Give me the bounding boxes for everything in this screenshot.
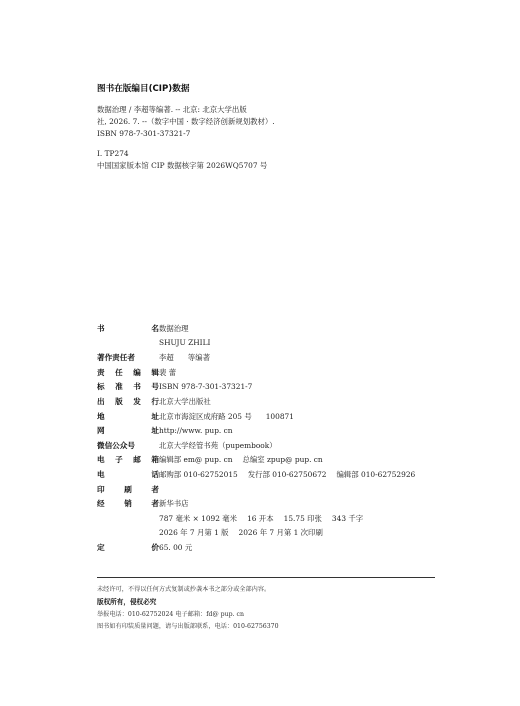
value-website: http://www. pup. cn xyxy=(159,426,233,436)
imprint-row-editor xyxy=(97,367,437,382)
imprint-row-isbn xyxy=(97,381,437,396)
label-website: 网 址 xyxy=(97,426,159,436)
rights-reserved: 版权所有，侵权必究 xyxy=(97,598,157,607)
label-distributor: 经 销 者 xyxy=(97,499,159,509)
imprint-row-email xyxy=(97,454,437,469)
label-editor: 责 任 编 辑 xyxy=(97,367,159,377)
footer-divider xyxy=(97,577,435,578)
imprint-row-title xyxy=(97,323,437,338)
imprint-row-publisher xyxy=(97,396,437,411)
label-isbn: 标 准 书 号 xyxy=(97,382,159,392)
value-publisher: 北京大学出版社 xyxy=(159,396,211,406)
cip-entry-line-1: 数据治理 / 李超等编著. -- 北京: 北京大学出版 xyxy=(97,105,247,114)
label-printer: 印 刷 者 xyxy=(97,484,159,494)
value-edition: 2026 年 7 月第 1 版 2026 年 7 月第 1 次印刷 xyxy=(159,528,323,538)
value-author: 李超 等编著 xyxy=(159,353,210,363)
value-price: 65. 00 元 xyxy=(159,542,193,552)
value-distributor: 新华书店 xyxy=(159,499,189,509)
quality-contact: 图书如有印装质量问题，请与出版部联系，电话：010-62756370 xyxy=(97,623,279,631)
label-address: 地 址 xyxy=(97,411,159,421)
label-wechat: 微信公众号 xyxy=(97,440,135,450)
imprint-table xyxy=(97,323,437,557)
imprint-row-price xyxy=(97,542,437,557)
cip-classification: Ⅰ. TP274 xyxy=(97,149,129,158)
value-email: 编辑部 em@ pup. cn 总编室 zpup@ pup. cn xyxy=(159,455,323,465)
label-email: 电 子 邮 箱 xyxy=(97,455,159,465)
label-phone: 电 话 xyxy=(97,469,159,479)
value-format: 787 毫米 × 1092 毫米 16 开本 15.75 印张 343 千字 xyxy=(159,513,364,523)
footer-notices xyxy=(97,584,437,634)
cip-archive-number: 中国国家版本馆 CIP 数据核字第 2026WQ5707 号 xyxy=(97,161,268,170)
value-title: 数据治理 xyxy=(159,324,189,333)
cip-entry-line-2: 社, 2026. 7. --（数字中国 · 数字经济创新规划教材）. xyxy=(97,117,275,126)
label-publisher: 出 版 发 行 xyxy=(97,396,159,406)
imprint-row-pinyin xyxy=(97,338,437,353)
imprint-row-website xyxy=(97,425,437,440)
value-pinyin: SHUJU ZHILI xyxy=(159,337,211,347)
cip-isbn: ISBN 978-7-301-37321-7 xyxy=(97,129,191,138)
imprint-row-format xyxy=(97,513,437,528)
label-author: 著作责任者 xyxy=(97,353,135,363)
imprint-row-address xyxy=(97,411,437,426)
imprint-row-wechat xyxy=(97,440,437,455)
imprint-row-distributor xyxy=(97,498,437,513)
value-address: 北京市海淀区成府路 205 号 100871 xyxy=(159,411,294,421)
imprint-row-phone xyxy=(97,469,437,484)
label-price: 定 价 xyxy=(97,542,159,552)
report-contact: 举报电话：010-62752024 电子邮箱：fd@ pup. cn xyxy=(97,610,244,618)
imprint-row-printer xyxy=(97,484,437,499)
value-phone: 邮购部 010-62752015 发行部 010-62750672 编辑部 010-62752926 xyxy=(159,469,416,479)
imprint-row-edition xyxy=(97,527,437,542)
value-wechat: 北京大学经管书苑（pupembook） xyxy=(159,440,277,450)
imprint-row-author xyxy=(97,352,437,367)
value-editor: 裴 蕾 xyxy=(159,367,177,377)
copy-notice: 未经许可，不得以任何方式复制或抄袭本书之部分或全部内容。 xyxy=(97,586,271,593)
cip-heading: 图书在版编目(CIP)数据 xyxy=(97,84,190,94)
value-isbn: ISBN 978-7-301-37321-7 xyxy=(159,382,253,392)
label-title: 书 名 xyxy=(97,324,159,333)
value-postcode: 100871 xyxy=(265,411,294,421)
cip-block xyxy=(97,82,417,172)
